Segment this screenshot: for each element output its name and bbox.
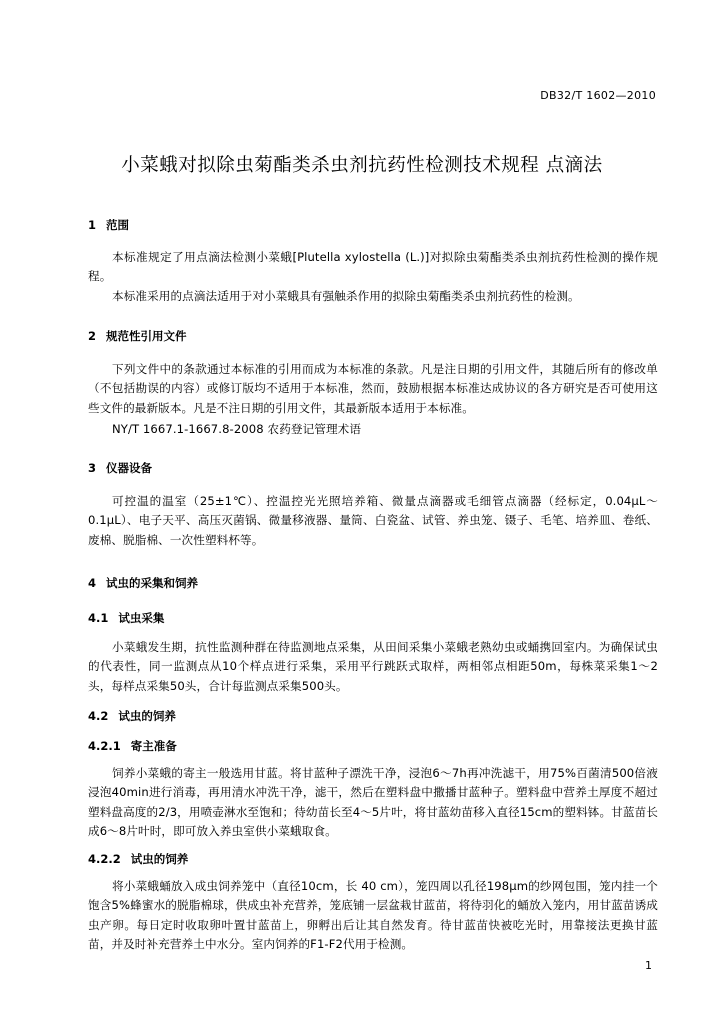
section-title: 试虫的饲养 bbox=[130, 852, 189, 866]
section-number: 4.2.2 bbox=[88, 852, 121, 866]
section-4-2-heading bbox=[88, 708, 176, 724]
section-title: 试虫的采集和饲养 bbox=[106, 576, 199, 590]
section-number: 4 bbox=[88, 576, 97, 590]
section-4-1-heading bbox=[88, 610, 164, 626]
section-1-paragraph-2: 本标准采用的点滴法适用于对小菜蛾具有强触杀作用的拟除虫菊酯类杀虫剂抗药性的检测。 bbox=[112, 289, 580, 303]
section-title: 仪器设备 bbox=[106, 461, 153, 475]
section-4-2-1-paragraph-1: 饲养小菜蛾的寄主一般选用甘蓝。将甘蓝种子漂洗干净，浸泡6～7h再冲洗滤干，用75%百菌清500倍液浸泡40min进行消毒，再用清水冲洗干净，滤干，然后在塑料盘中撒播甘蓝种子。塑料盘中营养土厚度不超过塑料盘高度的2/3，用喷壶淋水至饱和；待幼苗长至4～5片叶，将甘蓝幼苗移入直径15cm的塑料钵。甘蓝苗长成6～8片叶时，即可放入养虫室供小菜蛾取食。 bbox=[88, 766, 658, 839]
section-4-1-paragraph-1: 小菜蛾发生期，抗性监测种群在待监测地点采集，从田间采集小菜蛾老熟幼虫或蛹携回室内。为确保试虫的代表性，同一监测点从10个样点进行采集，采用平行跳跃式取样，两相邻点相距50m，每株菜采集1～2头，每样点采集50头，合计每监测点采集500头。 bbox=[88, 640, 658, 693]
section-2-paragraph-1: 下列文件中的条款通过本标准的引用而成为本标准的条款。凡是注日期的引用文件，其随后所有的修改单（不包括勘误的内容）或修订版均不适用于本标准，然而，鼓励根据本标准达成协议的各方研究是否可使用这些文件的最新版本。凡是不注日期的引用文件，其最新版本适用于本标准。 bbox=[88, 362, 658, 415]
section-number: 4.2.1 bbox=[88, 739, 121, 753]
section-4-heading bbox=[88, 575, 198, 591]
section-1-paragraph-1: 本标准规定了用点滴法检测小菜蛾[Plutella xylostella (L.)]对拟除虫菊酯类杀虫剂抗药性检测的操作规程。 bbox=[88, 250, 658, 284]
section-number: 3 bbox=[88, 461, 97, 475]
section-4-2-2-heading bbox=[88, 851, 188, 867]
section-title: 寄主准备 bbox=[130, 739, 177, 753]
section-title: 规范性引用文件 bbox=[106, 329, 187, 343]
section-title: 范围 bbox=[106, 218, 130, 232]
document-title: 小菜蛾对拟除虫菊酯类杀虫剂抗药性检测技术规程 点滴法 bbox=[121, 155, 603, 176]
section-number: 4.1 bbox=[88, 611, 109, 625]
section-2-heading bbox=[88, 328, 187, 344]
section-title: 试虫采集 bbox=[118, 611, 165, 625]
section-4-2-1-heading bbox=[88, 738, 177, 754]
section-number: 1 bbox=[88, 218, 97, 232]
section-4-2-2-paragraph-1: 将小菜蛾蛹放入成虫饲养笼中（直径10cm，长 40 cm），笼四周以孔径198μm的纱网包围，笼内挂一个饱含5%蜂蜜水的脱脂棉球，供成虫补充营养，笼底铺一层盆栽甘蓝苗，将待羽化的蛹放入笼内，用甘蓝苗诱成虫产卵。每日定时收取卵叶置甘蓝苗上，卵孵出后让其自然发育。待甘蓝苗快被吃光时，用靠接法更换甘蓝苗，并及时补充营养土中水分。室内饲养的F1-F2代用于检测。 bbox=[88, 879, 658, 952]
section-number: 2 bbox=[88, 329, 97, 343]
section-title: 试虫的饲养 bbox=[118, 709, 176, 723]
standard-code: DB32/T 1602—2010 bbox=[540, 89, 656, 102]
section-2-paragraph-2: NY/T 1667.1-1667.8-2008 农药登记管理术语 bbox=[112, 422, 362, 436]
section-3-paragraph-1: 可控温的温室（25±1℃）、控温控光光照培养箱、微量点滴器或毛细管点滴器（经标定，0.04μL～0.1μL）、电子天平、高压灭菌锅、微量移液器、量筒、白瓷盆、试管、养虫笼、镊子、毛笔、培养皿、卷纸、废棉、脱脂棉、一次性塑料杯等。 bbox=[88, 494, 658, 547]
section-1-heading bbox=[88, 217, 129, 233]
page-number: 1 bbox=[645, 959, 652, 972]
section-3-heading bbox=[88, 460, 152, 476]
section-number: 4.2 bbox=[88, 709, 109, 723]
